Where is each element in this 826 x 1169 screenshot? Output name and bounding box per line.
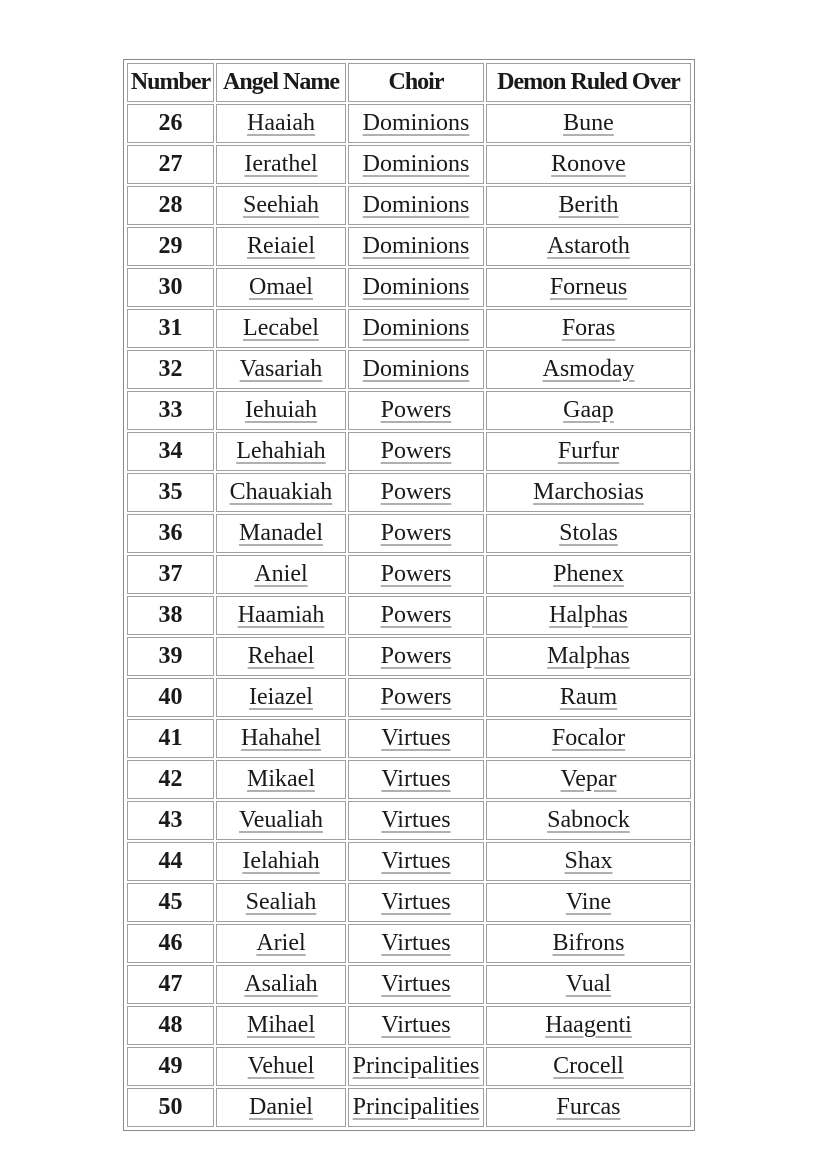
- table-row: [127, 473, 691, 512]
- header-demon-ruled-over: Demon Ruled Over: [486, 63, 691, 102]
- header-angel-name: Angel Name: [216, 63, 346, 102]
- number-cell: 44: [127, 842, 214, 881]
- demon-link[interactable]: Marchosias: [533, 479, 644, 505]
- table-row: [127, 268, 691, 307]
- choir-link[interactable]: Dominions: [362, 192, 470, 218]
- angel-name-link[interactable]: Iehuiah: [245, 397, 317, 423]
- demon-link[interactable]: Malphas: [547, 643, 630, 669]
- choir-link[interactable]: Powers: [380, 643, 452, 669]
- demon-cell: [486, 473, 691, 512]
- angel-name-cell: [216, 1006, 346, 1045]
- number-cell: 32: [127, 350, 214, 389]
- angel-name-link[interactable]: Hahahel: [241, 725, 321, 751]
- table-row: [127, 391, 691, 430]
- demon-cell: [486, 186, 691, 225]
- demon-link[interactable]: Phenex: [553, 561, 624, 587]
- demon-cell: [486, 637, 691, 676]
- choir-cell: [348, 514, 484, 553]
- choir-link[interactable]: Powers: [380, 561, 452, 587]
- demon-link[interactable]: Bifrons: [552, 930, 625, 956]
- angel-name-link[interactable]: Vasariah: [239, 356, 323, 382]
- choir-cell: [348, 145, 484, 184]
- demon-link[interactable]: Sabnock: [547, 807, 630, 833]
- number-cell: 26: [127, 104, 214, 143]
- choir-link[interactable]: Virtues: [381, 766, 451, 792]
- angel-name-cell: [216, 965, 346, 1004]
- number-cell: 31: [127, 309, 214, 348]
- choir-cell: [348, 104, 484, 143]
- demon-link[interactable]: Haagenti: [545, 1012, 632, 1038]
- choir-cell: [348, 637, 484, 676]
- choir-link[interactable]: Principalities: [352, 1094, 480, 1120]
- angel-name-cell: [216, 1047, 346, 1086]
- demon-link[interactable]: Raum: [559, 684, 618, 710]
- angel-name-cell: [216, 678, 346, 717]
- angel-name-cell: [216, 883, 346, 922]
- choir-link[interactable]: Powers: [380, 520, 452, 546]
- choir-cell: [348, 719, 484, 758]
- choir-cell: [348, 1006, 484, 1045]
- choir-link[interactable]: Powers: [380, 479, 452, 505]
- angel-name-link[interactable]: Ierathel: [244, 151, 318, 177]
- angel-name-link[interactable]: Veualiah: [239, 807, 323, 833]
- choir-cell: [348, 801, 484, 840]
- angel-name-link[interactable]: Mihael: [247, 1012, 315, 1038]
- demon-link[interactable]: Shax: [564, 848, 613, 874]
- demon-link[interactable]: Astaroth: [547, 233, 630, 259]
- table-row: [127, 801, 691, 840]
- number-cell: 36: [127, 514, 214, 553]
- demon-link[interactable]: Asmoday: [542, 356, 635, 382]
- choir-link[interactable]: Virtues: [381, 807, 451, 833]
- choir-link[interactable]: Powers: [380, 397, 452, 423]
- demon-link[interactable]: Ronove: [551, 151, 626, 177]
- demon-cell: [486, 801, 691, 840]
- table-row: [127, 924, 691, 963]
- demon-cell: [486, 391, 691, 430]
- angel-name-cell: [216, 1088, 346, 1127]
- angel-name-link[interactable]: Asaliah: [244, 971, 318, 997]
- demon-cell: [486, 309, 691, 348]
- angel-name-link[interactable]: Daniel: [249, 1094, 313, 1120]
- table-row: [127, 883, 691, 922]
- choir-link[interactable]: Powers: [380, 438, 452, 464]
- table-row: [127, 432, 691, 471]
- angel-name-link[interactable]: Ielahiah: [242, 848, 320, 874]
- angel-name-link[interactable]: Aniel: [254, 561, 308, 587]
- angel-name-cell: [216, 186, 346, 225]
- demon-cell: [486, 1006, 691, 1045]
- choir-link[interactable]: Powers: [380, 602, 452, 628]
- choir-cell: [348, 227, 484, 266]
- table-row: [127, 186, 691, 225]
- demon-link[interactable]: Bune: [563, 110, 614, 136]
- demon-cell: [486, 1047, 691, 1086]
- table-wrapper: [123, 59, 695, 1131]
- angel-name-link[interactable]: Haaiah: [247, 110, 315, 136]
- number-cell: 49: [127, 1047, 214, 1086]
- angel-name-cell: [216, 842, 346, 881]
- number-cell: 34: [127, 432, 214, 471]
- demon-cell: [486, 1088, 691, 1127]
- angel-name-cell: [216, 637, 346, 676]
- table-row: [127, 1088, 691, 1127]
- demon-cell: [486, 883, 691, 922]
- choir-cell: [348, 268, 484, 307]
- table-row: [127, 1047, 691, 1086]
- demon-link[interactable]: Vual: [565, 971, 612, 997]
- choir-link[interactable]: Dominions: [362, 315, 470, 341]
- demon-link[interactable]: Forneus: [549, 274, 628, 300]
- choir-link[interactable]: Virtues: [381, 971, 451, 997]
- angel-name-cell: [216, 555, 346, 594]
- demon-cell: [486, 268, 691, 307]
- angel-name-cell: [216, 760, 346, 799]
- choir-link[interactable]: Dominions: [362, 110, 470, 136]
- choir-link[interactable]: Powers: [380, 684, 452, 710]
- table-row: [127, 760, 691, 799]
- table-row: [127, 514, 691, 553]
- table-row: [127, 145, 691, 184]
- header-row: [127, 63, 691, 102]
- demon-cell: [486, 596, 691, 635]
- demon-link[interactable]: Focalor: [551, 725, 626, 751]
- number-cell: 39: [127, 637, 214, 676]
- choir-link[interactable]: Dominions: [362, 151, 470, 177]
- demon-link[interactable]: Vepar: [560, 766, 617, 792]
- number-cell: 40: [127, 678, 214, 717]
- number-cell: 29: [127, 227, 214, 266]
- choir-cell: [348, 1088, 484, 1127]
- angel-name-link[interactable]: Omael: [249, 274, 313, 300]
- table-row: [127, 965, 691, 1004]
- choir-cell: [348, 596, 484, 635]
- choir-link[interactable]: Virtues: [381, 1012, 451, 1038]
- angel-name-cell: [216, 719, 346, 758]
- table-row: [127, 596, 691, 635]
- choir-link[interactable]: Virtues: [381, 889, 451, 915]
- table-row: [127, 227, 691, 266]
- demon-link[interactable]: Berith: [558, 192, 619, 218]
- table-row: [127, 637, 691, 676]
- choir-cell: [348, 842, 484, 881]
- number-cell: 27: [127, 145, 214, 184]
- demon-cell: [486, 678, 691, 717]
- table-row: [127, 350, 691, 389]
- demon-cell: [486, 145, 691, 184]
- angel-name-link[interactable]: Mikael: [247, 766, 315, 792]
- number-cell: 41: [127, 719, 214, 758]
- demon-link[interactable]: Stolas: [559, 520, 618, 546]
- demon-link[interactable]: Furfur: [557, 438, 620, 464]
- demon-cell: [486, 350, 691, 389]
- choir-cell: [348, 309, 484, 348]
- choir-link[interactable]: Dominions: [362, 233, 470, 259]
- angel-name-cell: [216, 801, 346, 840]
- table-row: [127, 1006, 691, 1045]
- angel-name-link[interactable]: Ariel: [256, 930, 306, 956]
- choir-cell: [348, 186, 484, 225]
- choir-cell: [348, 432, 484, 471]
- angel-name-cell: [216, 227, 346, 266]
- number-cell: 30: [127, 268, 214, 307]
- choir-link[interactable]: Principalities: [352, 1053, 480, 1079]
- demon-cell: [486, 965, 691, 1004]
- header-choir: Choir: [348, 63, 484, 102]
- angel-name-cell: [216, 391, 346, 430]
- demon-link[interactable]: Furcas: [556, 1094, 621, 1120]
- angel-name-cell: [216, 350, 346, 389]
- angel-name-link[interactable]: Manadel: [239, 520, 323, 546]
- demon-link[interactable]: Crocell: [553, 1053, 624, 1079]
- choir-cell: [348, 350, 484, 389]
- demon-cell: [486, 227, 691, 266]
- angel-name-cell: [216, 514, 346, 553]
- angel-name-link[interactable]: Ieiazel: [249, 684, 313, 710]
- angel-name-link[interactable]: Seehiah: [243, 192, 319, 218]
- demon-cell: [486, 842, 691, 881]
- demon-cell: [486, 432, 691, 471]
- number-cell: 43: [127, 801, 214, 840]
- table-row: [127, 104, 691, 143]
- number-cell: 46: [127, 924, 214, 963]
- angel-name-link[interactable]: Vehuel: [247, 1053, 315, 1079]
- angel-name-link[interactable]: Rehael: [247, 643, 315, 669]
- angel-name-cell: [216, 268, 346, 307]
- angel-name-cell: [216, 104, 346, 143]
- demon-cell: [486, 760, 691, 799]
- choir-link[interactable]: Dominions: [362, 356, 470, 382]
- choir-cell: [348, 473, 484, 512]
- choir-link[interactable]: Virtues: [381, 848, 451, 874]
- demon-link[interactable]: Halphas: [549, 602, 628, 628]
- demon-link[interactable]: Foras: [561, 315, 616, 341]
- table-row: [127, 678, 691, 717]
- number-cell: 50: [127, 1088, 214, 1127]
- angel-name-cell: [216, 145, 346, 184]
- choir-cell: [348, 760, 484, 799]
- table-row: [127, 555, 691, 594]
- angel-name-cell: [216, 309, 346, 348]
- choir-cell: [348, 678, 484, 717]
- demon-cell: [486, 104, 691, 143]
- table-row: [127, 719, 691, 758]
- demon-cell: [486, 924, 691, 963]
- angel-name-cell: [216, 924, 346, 963]
- header-number: Number: [127, 63, 214, 102]
- choir-cell: [348, 391, 484, 430]
- angel-name-link[interactable]: Lecabel: [243, 315, 319, 341]
- number-cell: 47: [127, 965, 214, 1004]
- choir-cell: [348, 924, 484, 963]
- angel-name-link[interactable]: Reiaiel: [247, 233, 315, 259]
- choir-cell: [348, 555, 484, 594]
- angel-name-cell: [216, 596, 346, 635]
- number-cell: 38: [127, 596, 214, 635]
- table-row: [127, 309, 691, 348]
- demon-cell: [486, 719, 691, 758]
- choir-cell: [348, 965, 484, 1004]
- number-cell: 45: [127, 883, 214, 922]
- angel-name-cell: [216, 432, 346, 471]
- angel-name-link[interactable]: Lehahiah: [236, 438, 326, 464]
- choir-link[interactable]: Virtues: [381, 725, 451, 751]
- number-cell: 33: [127, 391, 214, 430]
- number-cell: 48: [127, 1006, 214, 1045]
- table-row: [127, 842, 691, 881]
- angel-name-cell: [216, 473, 346, 512]
- choir-cell: [348, 883, 484, 922]
- choir-link[interactable]: Virtues: [381, 930, 451, 956]
- angels-table: [123, 59, 695, 1131]
- choir-link[interactable]: Dominions: [362, 274, 470, 300]
- angel-name-link[interactable]: Haamiah: [237, 602, 325, 628]
- demon-link[interactable]: Gaap: [563, 397, 614, 423]
- angel-name-link[interactable]: Sealiah: [245, 889, 317, 915]
- choir-cell: [348, 1047, 484, 1086]
- angel-name-link[interactable]: Chauakiah: [229, 479, 333, 505]
- number-cell: 42: [127, 760, 214, 799]
- number-cell: 28: [127, 186, 214, 225]
- number-cell: 37: [127, 555, 214, 594]
- demon-cell: [486, 555, 691, 594]
- number-cell: 35: [127, 473, 214, 512]
- demon-link[interactable]: Vine: [565, 889, 612, 915]
- demon-cell: [486, 514, 691, 553]
